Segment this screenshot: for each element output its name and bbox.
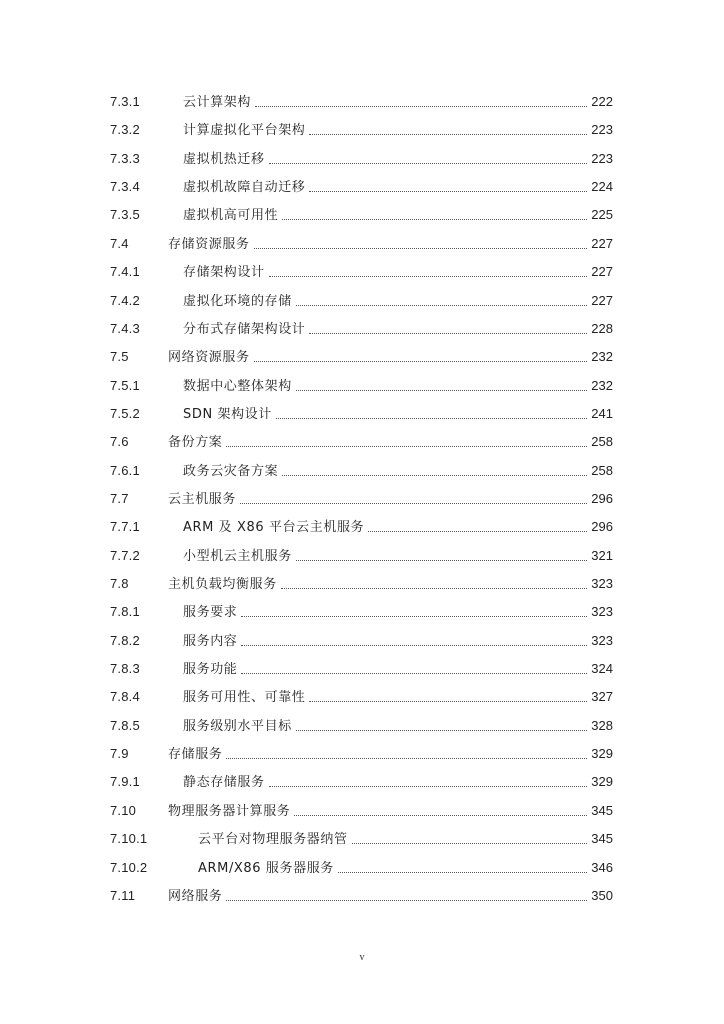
toc-entry-line	[183, 602, 613, 622]
toc-entry-line	[168, 886, 613, 906]
toc-entry-number: 7.6.1	[110, 462, 140, 478]
toc-entry-title: 服务级别水平目标	[183, 717, 294, 737]
dot-leader	[281, 588, 587, 589]
toc-entry-page: 350	[591, 887, 613, 903]
toc-entry-title: 存储服务	[168, 745, 224, 765]
toc-entry-page: 321	[591, 547, 613, 563]
toc-entry-number: 7.4.1	[110, 264, 140, 280]
toc-entry-line	[168, 574, 613, 594]
toc-entry-line	[198, 858, 613, 878]
dot-leader	[240, 503, 587, 504]
dot-leader	[241, 673, 587, 674]
dot-leader	[255, 106, 587, 107]
toc-entry-page: 223	[591, 122, 613, 138]
toc-entry[interactable]	[0, 319, 724, 339]
toc-entry-title: 服务内容	[183, 632, 239, 652]
toc-entry-title: 网络资源服务	[168, 348, 252, 368]
dot-leader	[276, 418, 587, 419]
dot-leader	[294, 815, 587, 816]
toc-entry-number: 7.8.4	[110, 689, 140, 705]
toc-entry-number: 7.9.1	[110, 774, 140, 790]
toc-entry-number: 7.8.5	[110, 717, 140, 733]
toc-entry-line	[183, 404, 613, 424]
toc-entry-page: 227	[591, 264, 613, 280]
toc-entry-number: 7.3.1	[110, 94, 140, 109]
toc-entry-title: 云平台对物理服务器纳管	[198, 830, 350, 850]
toc-entry-line	[168, 234, 613, 254]
dot-leader	[309, 134, 587, 135]
dot-leader	[309, 701, 587, 702]
toc-entry-title: 主机负载均衡服务	[168, 575, 279, 595]
toc-entry-page: 258	[591, 462, 613, 478]
toc-entry[interactable]	[0, 376, 724, 396]
toc-entry-page: 346	[591, 859, 613, 875]
toc-entry-number: 7.7.1	[110, 519, 140, 535]
toc-entry[interactable]	[0, 149, 724, 169]
toc-entry-page: 323	[591, 604, 613, 620]
toc-entry-number: 7.8.2	[110, 632, 140, 648]
toc-entry-number: 7.6	[110, 434, 129, 450]
dot-leader	[296, 305, 587, 306]
toc-entry-number: 7.8.1	[110, 604, 140, 620]
toc-entry-title: 云计算架构	[183, 93, 253, 113]
toc-entry-number: 7.4.3	[110, 320, 140, 336]
toc-entry-page: 224	[591, 179, 613, 195]
toc-entry[interactable]	[0, 92, 724, 112]
toc-entry-number: 7.8	[110, 576, 129, 591]
toc-entry-title: ARM 及 X86 平台云主机服务	[183, 518, 366, 538]
dot-leader	[296, 390, 587, 391]
toc-entry[interactable]	[0, 829, 724, 849]
toc-entry-line	[183, 149, 613, 169]
toc-entry[interactable]	[0, 347, 724, 367]
toc-entry-line	[183, 517, 613, 537]
toc-entry-title: 虚拟机高可用性	[183, 206, 280, 226]
toc-entry-title: 静态存储服务	[183, 773, 267, 793]
dot-leader	[226, 758, 587, 759]
toc-entry-page: 241	[591, 405, 613, 421]
toc-entry[interactable]	[0, 177, 724, 197]
toc-entry-number: 7.3.4	[110, 179, 140, 195]
dot-leader	[296, 730, 587, 731]
toc-entry-number: 7.5	[110, 349, 129, 365]
toc-entry-number: 7.3.2	[110, 122, 140, 138]
toc-entry-title: 云主机服务	[168, 490, 238, 510]
dot-leader	[226, 900, 587, 901]
toc-entry[interactable]	[0, 489, 724, 509]
toc-entry-line	[183, 716, 613, 736]
toc-entry-line	[183, 461, 613, 481]
toc-entry-title: ARM/X86 服务器服务	[198, 859, 336, 879]
toc-entry-number: 7.3.5	[110, 207, 140, 223]
toc-entry-number: 7.9	[110, 746, 129, 762]
toc-entry-title: 服务功能	[183, 660, 239, 680]
toc-entry-page: 223	[591, 150, 613, 166]
toc-entry-number: 7.10.2	[110, 859, 148, 875]
toc-entry-page: 222	[591, 94, 613, 109]
dot-leader	[338, 872, 587, 873]
toc-entry-line	[183, 631, 613, 651]
toc-entry[interactable]	[0, 517, 724, 537]
toc-entry-title: 政务云灾备方案	[183, 462, 280, 482]
toc-entry-number: 7.10.1	[110, 831, 148, 847]
toc-entry-page: 345	[591, 802, 613, 818]
toc-entry-line	[183, 687, 613, 707]
toc-entry-title: 备份方案	[168, 433, 224, 453]
toc-entry-number: 7.5.2	[110, 405, 140, 421]
toc-entry[interactable]	[0, 205, 724, 225]
toc-entry[interactable]	[0, 262, 724, 282]
toc-entry-line	[183, 659, 613, 679]
toc-entry-page: 232	[591, 349, 613, 365]
toc-entry[interactable]	[0, 546, 724, 566]
toc-entry-title: 计算虚拟化平台架构	[183, 121, 307, 141]
toc-entry[interactable]	[0, 772, 724, 792]
toc-entry-line	[183, 376, 613, 396]
toc-entry[interactable]	[0, 432, 724, 452]
toc-entry-page: 323	[591, 576, 613, 591]
dot-leader	[254, 248, 588, 249]
toc-entry-line	[183, 92, 613, 112]
toc-entry-number: 7.3.3	[110, 150, 140, 166]
toc-entry-line	[168, 347, 613, 367]
toc-entry-number: 7.7.2	[110, 547, 140, 563]
dot-leader	[309, 191, 587, 192]
dot-leader	[282, 475, 587, 476]
toc-entry[interactable]	[0, 631, 724, 651]
toc-entry-page: 296	[591, 490, 613, 506]
toc-entry-title: SDN 架构设计	[183, 405, 274, 425]
toc-entry-title: 服务可用性、可靠性	[183, 688, 307, 708]
toc-entry[interactable]	[0, 120, 724, 140]
toc-entry-page: 327	[591, 689, 613, 705]
toc-entry-number: 7.10	[110, 802, 137, 818]
toc-entry-page: 323	[591, 632, 613, 648]
toc-entry-page: 345	[591, 831, 613, 847]
toc-entry[interactable]	[0, 291, 724, 311]
toc-entry[interactable]	[0, 858, 724, 878]
toc-entry[interactable]	[0, 687, 724, 707]
toc-entry-title: 存储架构设计	[183, 263, 267, 283]
toc-entry-line	[183, 291, 613, 311]
toc-entry-number: 7.8.3	[110, 661, 140, 676]
dot-leader	[269, 276, 588, 277]
toc-entry-line	[183, 546, 613, 566]
toc-entry[interactable]	[0, 744, 724, 764]
dot-leader	[282, 219, 587, 220]
toc-entry[interactable]	[0, 234, 724, 254]
toc-entry-title: 网络服务	[168, 887, 224, 907]
toc-entry-title: 存储资源服务	[168, 235, 252, 255]
toc-entry-line	[183, 177, 613, 197]
dot-leader	[241, 616, 587, 617]
toc-entry[interactable]	[0, 404, 724, 424]
dot-leader	[254, 361, 588, 362]
toc-entry-line	[168, 801, 613, 821]
toc-entry-title: 小型机云主机服务	[183, 547, 294, 567]
dot-leader	[296, 560, 587, 561]
toc-entry[interactable]	[0, 602, 724, 622]
toc-entry-number: 7.7	[110, 490, 129, 506]
toc-entry-page: 296	[591, 519, 613, 535]
toc-entry-line	[168, 489, 613, 509]
toc-entry-page: 227	[591, 235, 613, 251]
dot-leader	[368, 531, 587, 532]
toc-entry-page: 329	[591, 746, 613, 762]
toc-entry[interactable]	[0, 886, 724, 906]
toc-entry-line	[183, 772, 613, 792]
dot-leader	[241, 645, 587, 646]
dot-leader	[309, 333, 587, 334]
dot-leader	[269, 786, 588, 787]
dot-leader	[269, 163, 588, 164]
toc-entry-page: 227	[591, 292, 613, 308]
toc-entry[interactable]	[0, 574, 724, 594]
toc-entry-number: 7.4.2	[110, 292, 140, 308]
toc-entry-page: 232	[591, 377, 613, 393]
toc-entry-page: 228	[591, 320, 613, 336]
dot-leader	[226, 446, 587, 447]
toc-entry-page: 324	[591, 661, 613, 676]
toc-entry-page: 258	[591, 434, 613, 450]
toc-entry-number: 7.5.1	[110, 377, 140, 393]
toc-entry-title: 物理服务器计算服务	[168, 802, 292, 822]
toc-entry[interactable]	[0, 716, 724, 736]
toc-entry-title: 服务要求	[183, 603, 239, 623]
toc-entry-number: 7.4	[110, 235, 129, 251]
toc-entry-line	[168, 432, 613, 452]
toc-entry-line	[198, 829, 613, 849]
toc-entry-page: 328	[591, 717, 613, 733]
toc-entry-title: 分布式存储架构设计	[183, 320, 307, 340]
toc-entry-number: 7.11	[110, 887, 136, 903]
toc-entry-title: 数据中心整体架构	[183, 377, 294, 397]
toc-entry-line	[168, 744, 613, 764]
toc-entry-page: 329	[591, 774, 613, 790]
dot-leader	[352, 843, 588, 844]
toc-entry-title: 虚拟机故障自动迁移	[183, 178, 307, 198]
toc-entry[interactable]	[0, 659, 724, 679]
toc-entry-line	[183, 205, 613, 225]
toc-entry-title: 虚拟化环境的存储	[183, 292, 294, 312]
toc-entry-line	[183, 319, 613, 339]
toc-entry-line	[183, 262, 613, 282]
toc-entry-title: 虚拟机热迁移	[183, 150, 267, 170]
toc-entry-line	[183, 120, 613, 140]
toc-entry-page: 225	[591, 207, 613, 223]
toc-entry[interactable]	[0, 461, 724, 481]
page-number: v	[359, 952, 365, 963]
toc-entry[interactable]	[0, 801, 724, 821]
